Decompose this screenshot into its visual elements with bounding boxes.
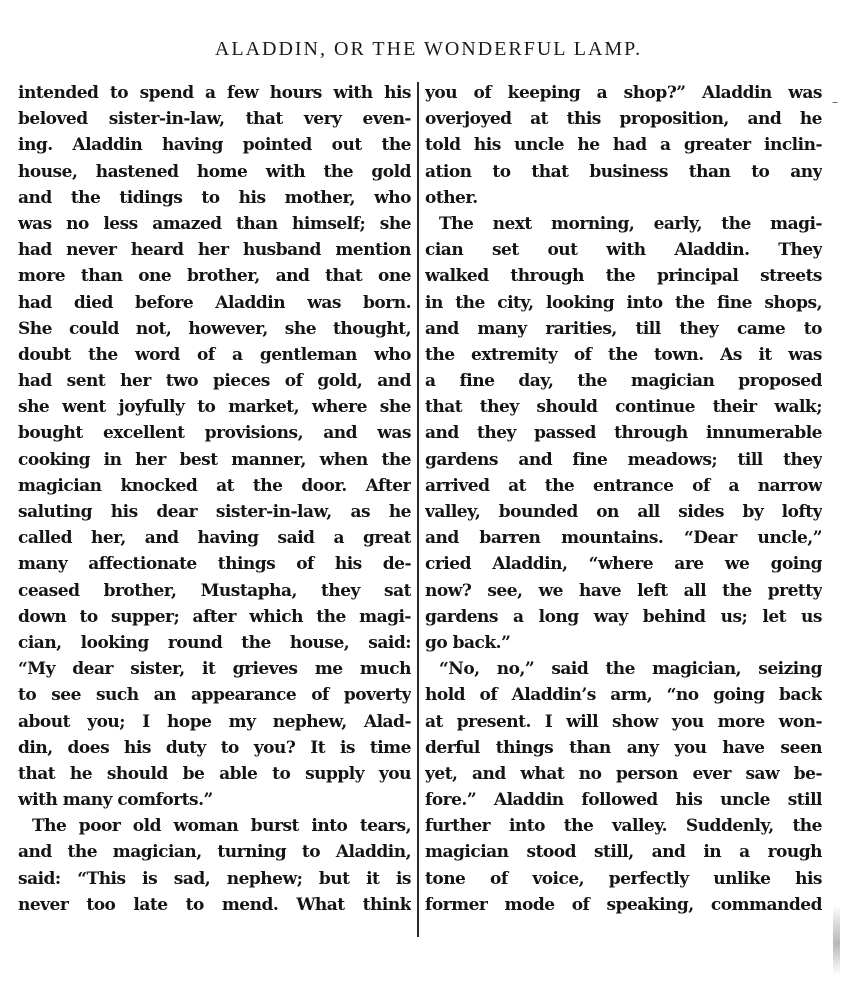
text-line: and barren mountains. “Dear uncle,” (425, 528, 822, 549)
text-line: house, hastened home with the gold (18, 161, 411, 182)
text-line: told his uncle he had a greater inclin- (425, 135, 822, 156)
margin-tick: – (832, 95, 838, 109)
text-line: she went joyfully to market, where she (18, 397, 411, 418)
text-line: now? see, we have left all the pretty (425, 580, 822, 601)
text-line: to see such an appearance of poverty (18, 685, 411, 706)
text-line: The poor old woman burst into tears, (32, 816, 411, 837)
text-line: beloved sister-in-law, that very even- (18, 109, 411, 130)
running-header (0, 38, 857, 78)
text-line: the extremity of the town. As it was (425, 344, 822, 365)
text-line: saluting his dear sister-in-law, as he (18, 502, 411, 522)
text-line: with many comforts.” (18, 790, 213, 811)
text-line: said: “This is sad, nephew; but it is (18, 868, 411, 889)
text-line: gardens a long way behind us; let us (425, 606, 822, 627)
text-line: other. (425, 187, 478, 208)
text-line: about you; I hope my nephew, Alad- (18, 711, 411, 732)
left-column (18, 80, 411, 940)
text-line: tone of voice, perfectly unlike his (425, 868, 822, 889)
column-divider (417, 82, 419, 937)
header-title: ALADDIN, OR THE WONDERFUL LAMP. (214, 38, 643, 60)
text-line: that he should be able to supply you (18, 763, 411, 784)
text-line: yet, and what no person ever saw be- (425, 763, 822, 784)
text-line: ing. Aladdin having pointed out the (18, 135, 411, 156)
text-line: and the tidings to his mother, who (18, 187, 411, 208)
text-line: in the city, looking into the fine shops, (425, 292, 822, 313)
text-line: din, does his duty to you? It is time (18, 737, 411, 758)
text-line: gardens and fine meadows; till they (425, 449, 822, 470)
text-line: never too late to mend. What think (18, 894, 411, 915)
text-line: that they should continue their walk; (425, 397, 822, 418)
text-line: intended to spend a few hours with his (18, 83, 411, 103)
text-line: ceased brother, Mustapha, they sat (18, 580, 411, 601)
text-line: cian set out with Aladdin. They (425, 240, 822, 261)
right-column (425, 80, 822, 940)
text-line: many affectionate things of his de- (18, 554, 411, 575)
text-line: arrived at the entrance of a narrow (425, 475, 822, 496)
text-line: overjoyed at this proposition, and he (425, 109, 822, 130)
text-line: was no less amazed than himself; she (18, 213, 411, 234)
margin-smudge (833, 905, 840, 975)
text-line: walked through the principal streets (425, 266, 822, 287)
text-line: valley, bounded on all sides by lofty (425, 502, 822, 522)
text-line: had died before Aladdin was born. (18, 292, 411, 313)
text-line: at present. I will show you more won- (425, 711, 822, 732)
text-line: called her, and having said a great (18, 528, 411, 549)
text-line: had sent her two pieces of gold, and (18, 371, 411, 392)
text-line: derful things than any you have seen (425, 737, 822, 758)
text-line: doubt the word of a gentleman who (18, 344, 411, 365)
text-line: cooking in her best manner, when the (18, 449, 411, 470)
text-line: magician stood still, and in a rough (425, 842, 822, 863)
text-line: you of keeping a shop?” Aladdin was (425, 83, 822, 103)
text-line: go back.” (425, 632, 511, 653)
text-line: cian, looking round the house, said: (18, 632, 411, 653)
text-line: fore.” Aladdin followed his uncle still (425, 790, 822, 811)
text-line: and they passed through innumerable (425, 423, 822, 444)
text-line: a fine day, the magician proposed (425, 371, 822, 392)
text-line: “My dear sister, it grieves me much (18, 659, 411, 680)
text-line: ation to that business than to any (425, 161, 822, 182)
text-line: down to supper; after which the magi- (18, 606, 411, 627)
text-line: more than one brother, and that one (18, 266, 411, 287)
text-line: hold of Aladdin’s arm, “no going back (425, 685, 822, 706)
text-line: further into the valley. Suddenly, the (425, 816, 822, 837)
text-line: magician knocked at the door. After (18, 475, 411, 496)
text-line: The next morning, early, the magi- (439, 213, 822, 234)
text-line: and many rarities, till they came to (425, 318, 822, 339)
text-line: former mode of speaking, commanded (425, 894, 822, 915)
text-line: She could not, however, she thought, (18, 318, 411, 339)
text-line: cried Aladdin, “where are we going (425, 554, 822, 575)
text-line: bought excellent provisions, and was (18, 423, 411, 444)
text-line: and the magician, turning to Aladdin, (18, 842, 411, 863)
text-line: had never heard her husband mention (18, 240, 411, 261)
text-line: “No, no,” said the magician, seizing (439, 659, 822, 680)
